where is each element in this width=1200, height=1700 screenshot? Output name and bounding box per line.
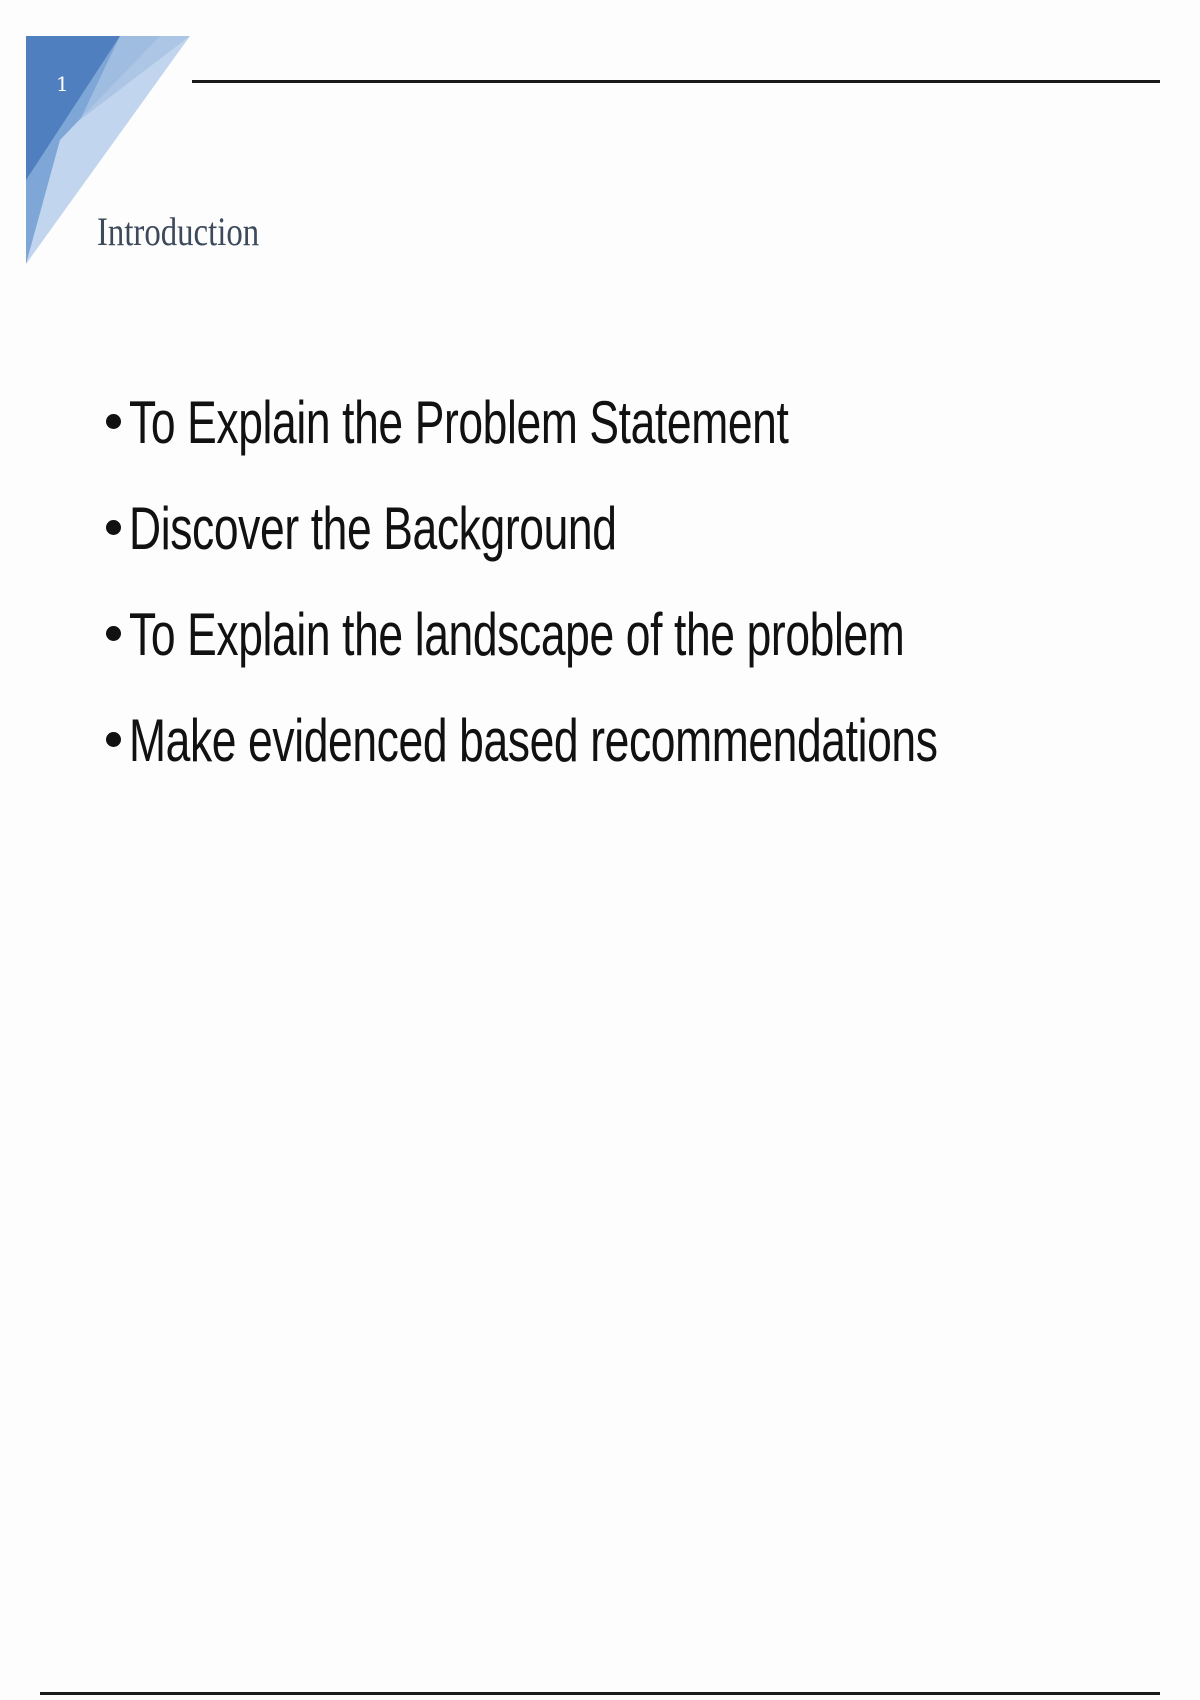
bottom-divider [40,1692,1160,1695]
bullet-text: Make evidenced based recommendations [129,707,938,774]
bullet-icon [106,520,121,535]
section-title: Introduction [97,209,260,254]
list-item [106,600,1200,706]
list-item [106,494,1200,600]
slide-number: 1 [56,72,69,96]
list-item [106,388,1200,494]
bullet-text: Discover the Background [129,495,617,562]
bullet-icon [106,414,121,429]
bullet-list [106,388,1200,812]
bullet-icon [106,732,121,747]
bullet-text: To Explain the Problem Statement [129,389,789,456]
list-item [106,706,1200,812]
bullet-icon [106,626,121,641]
bullet-text: To Explain the landscape of the problem [129,601,905,668]
top-divider [192,80,1160,83]
